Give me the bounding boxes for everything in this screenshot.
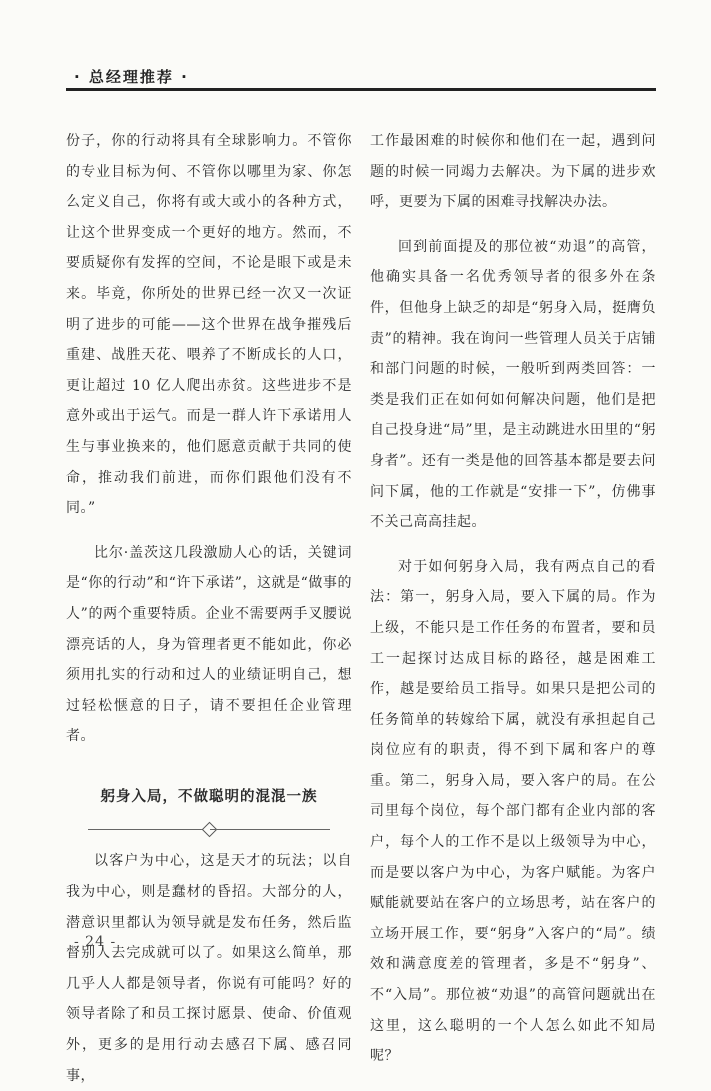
ornament-line-right [210, 829, 330, 830]
ornament-divider [66, 820, 352, 838]
right-paragraph-3: 对于如何躬身入局，我有两点自己的看法：第一，躬身入局，要入下属的局。作为上级，不能只是工作任务的布置者，要和员工一起探讨达成目标的路径，越是困难工作，越是要给员工指导。如果只是把公司的任务简单的转嫁给下属，就没有承担起自己岗位应有的职责，得不到下属和客户的尊重。第二，躬身入局，要入客户的局。在公司里每个岗位，每个部门都有企业内部的客户，每个人的工作不是以上级领导为中心，而是要以客户为中心，为客户赋能。为客户赋能就要站在客户的立场思考，站在客户的立场开展工作，要“躬身”入客户的“局”。绩效和满意度差的管理者，多是不“躬身”、不“入局”。那位被“劝退”的高管问题就出在这里，这么聪明的一个人怎么如此不知局呢？ [370, 558, 656, 1065]
subheading: 躬身入局，不做聪明的混混一族 [100, 788, 318, 805]
header-rule [66, 88, 656, 91]
page-number: - 24 - [74, 934, 117, 950]
right-paragraph-2: 回到前面提及的那位被“劝退”的高管，他确实具备一名优秀领导者的很多外在条件，但他身上缺乏的却是“躬身入局，挺膺负责”的精神。我在询问一些管理人员关于店铺和部门问题的时候，一般听到两类回答：一类是我们正在如何如何解决问题，他们是把自己投身进“局”里，是主动跳进水田里的“躬身者”。还有一类是他的回答基本都是要去问问下属，他的工作就是“安排一下”，仿佛事不关己高高挂起。 [370, 238, 656, 531]
section-title: · 总经理推荐 · [74, 68, 189, 86]
right-column [370, 126, 656, 1072]
left-paragraph-2: 比尔·盖茨这几段激励人心的话，关键词是“你的行动”和“许下承诺”，这就是“做事的人”的两个重要特质。企业不需要两手叉腰说漂亮话的人，身为管理者更不能如此，你必须用扎实的行动和过人的业绩证明自己，想过轻松惬意的日子，请不要担任企业管理者。 [66, 544, 352, 745]
ornament-line-left [88, 829, 208, 830]
left-paragraph-1: 份子，你的行动将具有全球影响力。不管你的专业目标为何、不管你以哪里为家、你怎么定义自己，你将有或大或小的各种方式，让这个世界变成一个更好的地方。然而，不要质疑你有发挥的空间，不论是眼下或是未来。毕竟，你所处的世界已经一次又一次证明了进步的可能——这个世界在战争摧残后重建、战胜天花、喂养了不断成长的人口，更让超过 10 亿人爬出赤贫。这些进步不是意外或出于运气。而是一群人许下承诺用人生与事业换来的，他们愿意贡献于共同的使命，推动我们前进，而你们跟他们没有不同。” [66, 133, 352, 517]
page-header [66, 64, 656, 90]
right-paragraph-1: 工作最困难的时候你和他们在一起，遇到问题的时候一同竭力去解决。为下属的进步欢呼，更要为下属的困难寻找解决办法。 [370, 133, 656, 211]
left-paragraph-3: 以客户为中心，这是天才的玩法；以自我为中心，则是蠢材的昏招。大部分的人，潜意识里都认为领导就是发布任务，然后监督别人去完成就可以了。如果这么简单，那几乎人人都是领导者，你说有可能吗？好的领导者除了和员工探讨愿景、使命、价值观外，更多的是用行动去感召下属、感召同事， [66, 853, 352, 1084]
